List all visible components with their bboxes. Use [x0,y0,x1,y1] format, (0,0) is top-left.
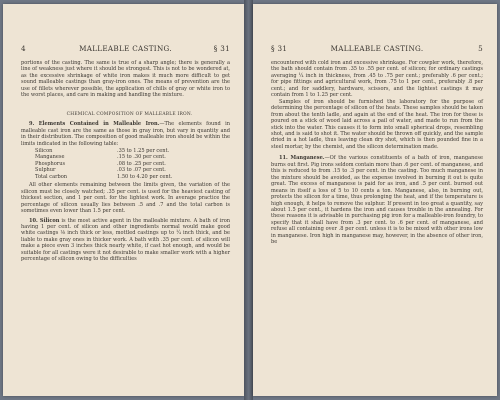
table-value: .15 to .30 per cent. [117,154,166,161]
book-gutter [244,0,253,400]
left-page-body [21,60,230,263]
running-header-left [21,44,230,56]
table-value: .03 to .07 per cent. [117,167,166,174]
item-text: —The elements found in malleable cast iron are the same as those in gray iron, but vary in quantity and in their distribution. The composition of good malleable iron should be within the limits indicated in the following table: [21,121,230,147]
paragraph: encountered with cold iron and excessive shrinkage. For cowpler work, therefore, the bath should contain from .35 to .55 per cent. of silicon; for ordinary castings averaging ¼ inch in thickness, from .45 to .75 per cent.; preferably .6 per cent.; for pipe fittings and agricultural work, from .75 to 1 per cent., preferably .8 per cent.; and for saddlery, hardware, scissors, and the lightest castings it may contain from 1 to 1.25 per cent. [271,60,483,99]
section-number: § 31 [271,44,288,53]
paragraph: All other elements remaining between the limits given, the variation of the silicon must be closely watched; .35 per cent. is used for the heaviest casting of thickest section, and 1 per cent. for the lightest work. In average practice the percentage of silicon usually lies between .5 and .7 and the total carbon is sometimes even lower than 1.5 per cent. [21,182,230,215]
page-number: 5 [478,44,483,53]
item-heading: 11. Manganese. [279,155,325,162]
running-title: MALLEABLE CASTING. [330,44,424,53]
left-page [3,4,244,396]
item-heading: 9. Elements Contained in Malleable Iron. [29,121,160,128]
paragraph: portions of the casting. The same is true of a sharp angle; there is generally a line of weakness just where it should be strongest. This is not to be wondered at, as the excessive shrinkage of white iron makes it much more difficult to get sound malleable castings than gray-iron ones. The means of prevention are the use of fillets wherever possible, the application of chills of gray or white iron to the worst places, and care in making and handling the mixture. [21,60,230,99]
paragraph-item-10 [21,218,230,263]
table-label: Sulphur [35,167,56,174]
item-heading: 10. Silicon [29,217,60,224]
item-text: is the most active agent in the malleable mixture. A bath of iron having 1 per cent. of silicon and other ingredients normal would make good white castings ⅛ inch thick or less, mottled castings up to ¼ inch thick, and be liable to make gray ones in thicker work. A bath with .35 per cent. of silicon will make a piece even 3 inches thick nearly white, if cast hot enough, and would be suitable for all castings were it not desirable to make smaller work with a higher percentage of silicon owing to the difficulties [21,217,230,263]
running-header-right [271,44,483,56]
section-heading: CHEMICAL COMPOSITION OF MALLEABLE IRON. [66,111,193,117]
paragraph-item-11 [271,155,483,245]
running-title: MALLEABLE CASTING. [79,44,172,53]
right-page [253,4,497,396]
table-label: Manganese [35,154,65,161]
table-row [35,174,172,180]
table-label: Total carbon [35,173,68,180]
composition-table [35,148,172,180]
table-label: Silicon [35,147,53,154]
page-number: 4 [21,44,26,53]
item-text: —Of the various constituents of a bath of iron, manganese burns out first. Pig irons seldom contain more than .6 per cent. of manganese, and this is reduced to from .15 to .3 per cent. in the casting. Too much manganese in the mixture should be avoided, as the expense involved in burning it out is quite great. The excess of manganese is paid for as iron, and .5 per cent. burned out means in itself a loss of 5 to 10 cents a ton. Manganese, also, in burning out, protects the silicon for a time, thus prolonging the heat, and if the temperature is high enough, it helps to remove the sulphur. If present in too great a quantity, say about 1.5 per cent., it hardens the iron and causes trouble in the annealing. For these reasons it is advisable in purchasing pig iron for a malleable-iron foundry, to specify that it shall have from .3 per cent. to .6 per cent. of manganese, and refuse all containing over .8 per cent. unless it is to be mixed with other irons low in manganese. Iron high in manganese may, however, in the absence of other iron, be [271,155,483,246]
paragraph-item-9 [21,121,230,147]
table-value: 1.50 to 4.20 per cent. [117,173,173,180]
table-value: .08 to .25 per cent. [117,160,166,167]
paragraph: Samples of iron should be furnished the laboratory for the purpose of determining the percentage of silicon of the heats. These samples should be taken from about the tenth ladle, and again at the end of the heat. The iron for these is poured on a stick of wood laid across a pail of water, and made to run from the stick into the water. This causes it to form into small spherical drops, resembling shot, and is said to shot it. The water should be thrown off quickly, and the sample dried in a hot ladle, thus leaving clean dry shot, which is then pounded fine in a steel mortar, by the chemist, and the silicon determination made. [271,98,483,150]
table-label: Phosphorus [35,160,66,167]
table-value: .35 to 1.25 per cent. [117,147,170,154]
right-page-body [271,60,483,246]
section-number: § 31 [213,44,230,53]
